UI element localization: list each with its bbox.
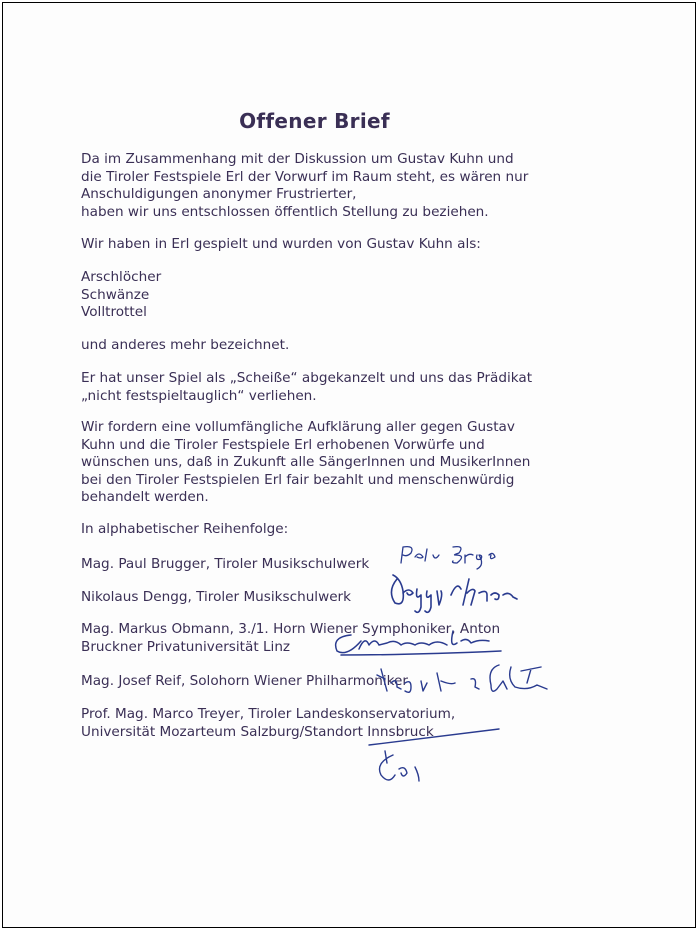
intro-line: Da im Zusammenhang mit der Diskussion um Gustav Kuhn und — [81, 151, 514, 167]
signature-obmann — [321, 615, 521, 660]
signatory-brugger: Mag. Paul Brugger, Tiroler Musikschulwerk — [81, 556, 370, 572]
played-paragraph — [81, 236, 481, 254]
game-line: Er hat unser Spiel als „Scheiße“ abgekanzelt und uns das Prädikat — [81, 370, 533, 386]
intro-line: die Tiroler Festspiele Erl der Vorwurf im Raum steht, es wären nur — [81, 168, 529, 185]
demand-line: wünschen uns, daß in Zukunft alle SängerInnen und MusikerInnen — [81, 454, 531, 470]
signatory-obmann-line: Bruckner Privatuniversität Linz — [81, 638, 291, 655]
signatory-obmann-line: Mag. Markus Obmann, 3./1. Horn Wiener Symphoniker, Anton — [81, 621, 501, 637]
signature-dengg — [383, 561, 528, 616]
more-paragraph — [81, 337, 289, 355]
order-label — [81, 521, 288, 539]
signatory-treyer-line: Universität Mozarteum Salzburg/Standort Innsbruck — [81, 723, 434, 740]
intro-paragraph — [81, 151, 528, 221]
letter-title: Offener Brief — [239, 109, 390, 133]
insult-item: Volltrottel — [81, 304, 147, 320]
signature-reif — [371, 655, 571, 700]
demand-line: Kuhn und die Tiroler Festspiele Erl erhobenen Vorwürfe und — [81, 436, 485, 453]
game-paragraph — [81, 370, 532, 405]
played-line: Wir haben in Erl gespielt und wurden von Gustav Kuhn als: — [81, 236, 481, 252]
signature-treyer — [363, 723, 513, 793]
signatory-reif: Mag. Josef Reif, Solohorn Wiener Philharmoniker — [81, 673, 408, 689]
demand-line: behandelt werden. — [81, 489, 209, 505]
signatory-treyer-line: Prof. Mag. Marco Treyer, Tiroler Landeskonservatorium, — [81, 706, 456, 722]
demand-line: Wir fordern eine vollumfängliche Aufklärung aller gegen Gustav — [81, 419, 515, 435]
order-label-text: In alphabetischer Reihenfolge: — [81, 521, 289, 537]
insult-list — [81, 269, 161, 322]
demand-line: bei den Tiroler Festspielen Erl fair bezahlt und menschenwürdig — [81, 471, 515, 488]
letter-page — [2, 2, 696, 928]
intro-line: haben wir uns entschlossen öffentlich Stellung zu beziehen. — [81, 203, 489, 220]
signatory-dengg: Nikolaus Dengg, Tiroler Musikschulwerk — [81, 589, 352, 605]
game-line: „nicht festspieltauglich“ verliehen. — [81, 387, 317, 404]
demand-paragraph — [81, 419, 530, 507]
more-line: und anderes mehr bezeichnet. — [81, 337, 290, 353]
intro-line: Anschuldigungen anonymer Frustrierter, — [81, 186, 357, 202]
insult-item: Arschlöcher — [81, 269, 162, 285]
insult-item: Schwänze — [81, 286, 150, 303]
